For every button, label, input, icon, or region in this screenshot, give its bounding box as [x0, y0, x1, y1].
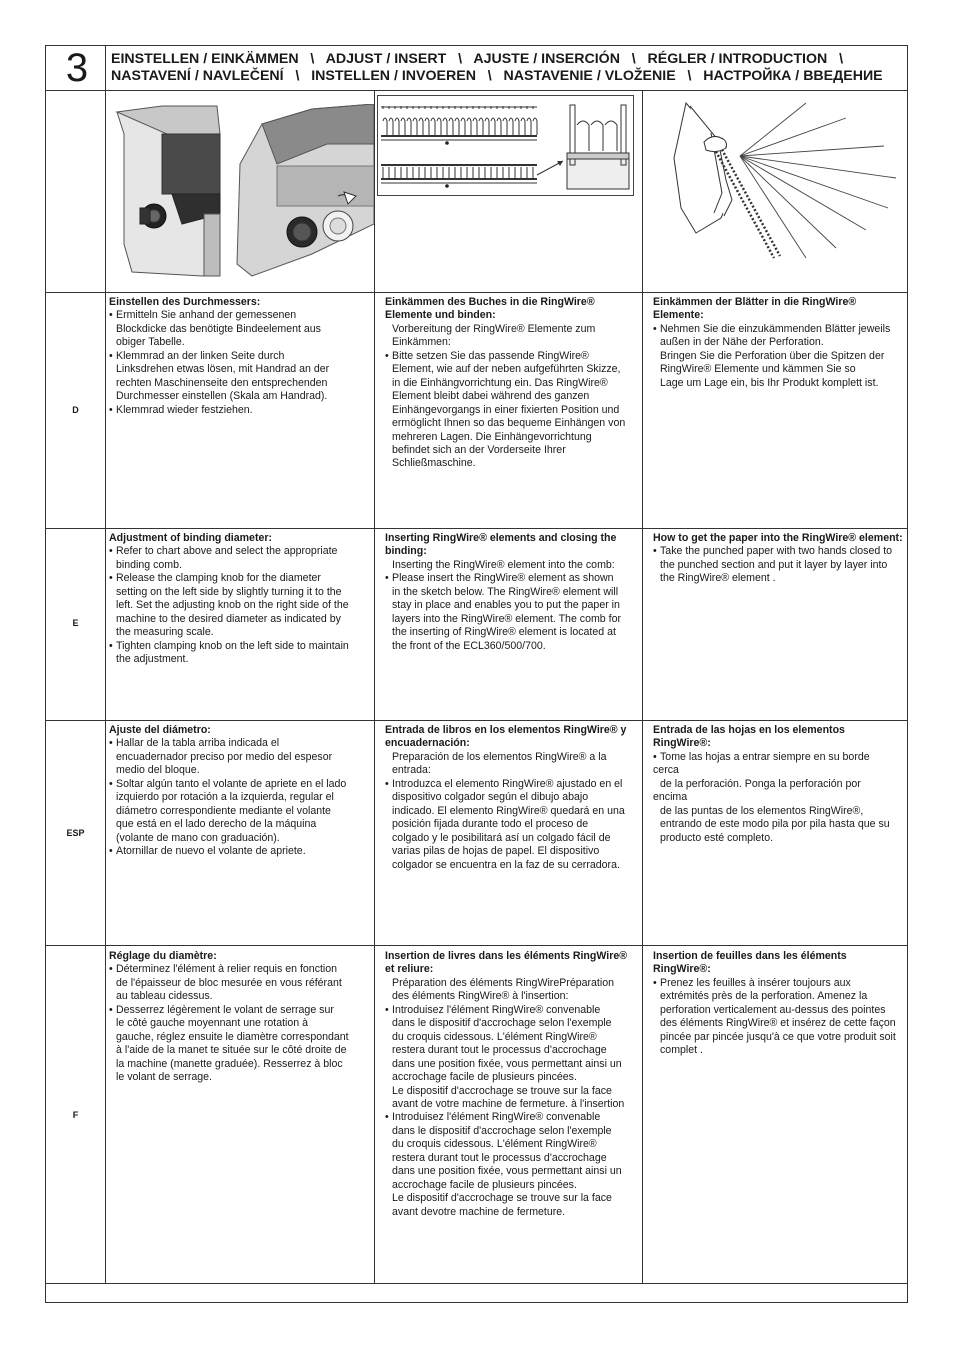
text-line: de la perforación. Ponga la perforación por [660, 777, 861, 790]
instruction-sheet [45, 45, 908, 1303]
text-line: (volante de mano con graduación). [116, 831, 280, 844]
text-line: extrémités près de la perforation. Amenez la [660, 990, 868, 1003]
text-line: left. Set the adjusting knob on the right side of the [116, 599, 349, 612]
lang-label-e: E [72, 618, 79, 628]
cell-heading: How to get the paper into the RingWire® element: [653, 532, 903, 544]
cell-heading: Entrada de las hojas en los elementos RingWire®: [653, 724, 845, 750]
cell-heading: Adjustment of binding diameter: [109, 532, 273, 544]
text-line: befindet sich an der Vorderseite Ihrer [392, 443, 566, 456]
cell-text-list [109, 309, 373, 417]
text-line: restera durant tout le processus d'accrochage [392, 1151, 607, 1164]
text-line: dans une position fixée, vous permettant ainsi un [392, 1057, 622, 1070]
text-line: in die Einhängvorrichtung ein. Das RingWire® [392, 376, 608, 389]
text-line: Lage um Lage ein, bis Ihr Produkt komplett ist. [660, 376, 879, 389]
cell-text-list [385, 559, 635, 653]
text-line: posición fijada durante todo el proceso de [392, 818, 589, 831]
grid-line [46, 90, 907, 91]
cell-text-list [109, 545, 373, 666]
text-line: perforation verticalement au-dessus des pointes [660, 1003, 886, 1016]
machine-side-view [117, 106, 220, 276]
text-line: des éléments RingWire® et insérez de cette façon [660, 1017, 896, 1030]
text-line: mehreren Lagen. Die Einhängevorrichtung [392, 430, 592, 443]
bullet-item: • Bitte setzen Sie das passende RingWire® [385, 350, 635, 363]
grid-line [105, 90, 106, 1283]
text-line: colgado y le posibilitará así un colgado fácil de [392, 831, 611, 844]
grid-line [105, 46, 106, 90]
text-line: complet . [660, 1044, 703, 1057]
text-line: Element bleibt dabei während des ganzen [392, 390, 590, 403]
text-line: the adjustment. [116, 653, 189, 666]
lang-label-esp: ESP [66, 828, 85, 838]
guide-line [740, 146, 884, 156]
guide-line [740, 156, 888, 208]
cell-text-list [109, 737, 373, 858]
cell-text-list [653, 323, 905, 390]
text-cell [385, 724, 635, 872]
guide-line [740, 118, 846, 156]
bullet-item: • Atornillar de nuevo el volante de apriete. [109, 845, 373, 858]
text-line: obiger Tabelle. [116, 336, 185, 349]
grid-line [46, 292, 907, 293]
machine-knob-illustration [112, 104, 374, 284]
cell-text-list [653, 545, 905, 585]
text-line: colgador se encuentra en la faz de su cerradora. [392, 858, 620, 871]
cell-heading: Insertion de livres dans les éléments RingWire® et reliure: [385, 950, 628, 976]
text-cell [653, 532, 905, 586]
text-line: Inserting the RingWire® element into the comb: [392, 558, 615, 571]
text-line: Schließmaschine. [392, 457, 476, 470]
text-line: Einhängevorgangs in einer fixierten Position und [392, 403, 620, 416]
text-line: avant devotre machine de fermeture. [392, 1205, 566, 1218]
text-line: la machine (manette graduée). Resserrez à bloc [116, 1057, 343, 1070]
machine-detail-view [237, 104, 374, 276]
text-line: RingWire® Elemente und kämmen Sie so [660, 363, 856, 376]
text-line: setting on the left side by slightly turning it to the [116, 585, 342, 598]
text-line: accrochage facile de plusieurs pincées. [392, 1071, 577, 1084]
bullet-item: • Prenez les feuilles à insérer toujours aux [653, 977, 905, 990]
bullet-item: • Hallar de la tabla arriba indicada el [109, 737, 373, 750]
guide-line [740, 156, 866, 230]
text-cell [109, 724, 373, 859]
text-line: Le dispositif d'accrochage se trouve sur la face [392, 1084, 612, 1097]
cell-heading: Réglage du diamètre: [109, 950, 217, 962]
text-cell [653, 296, 905, 390]
bullet-item: • Please insert the RingWire® element as shown [385, 572, 635, 585]
text-line: ermöglicht Ihnen so das bequeme Einhängen von [392, 417, 626, 430]
cell-text-list [653, 977, 905, 1058]
bullet-item: • Introduisez l'élément RingWire® convenable [385, 1004, 635, 1017]
text-line: izquierdo por rotación a la izquierda, regular el [116, 791, 334, 804]
bullet-item: • Take the punched paper with two hands closed to [653, 545, 905, 558]
text-line: cerca [653, 764, 679, 777]
grid-line [374, 90, 375, 1283]
text-cell [385, 950, 635, 1219]
cell-heading: Inserting RingWire® elements and closing the binding: [385, 532, 617, 558]
text-cell [653, 724, 905, 845]
comb-insertion-illustration [377, 95, 637, 197]
text-line: layers into the RingWire® element. The comb for [392, 612, 621, 625]
text-line: le volant de serrage. [116, 1071, 212, 1084]
bullet-item: • Tighten clamping knob on the left side to maintain [109, 640, 373, 653]
comb-pin [445, 141, 449, 145]
text-line: avant de votre machine de fermeture. à l'insertion [392, 1097, 625, 1110]
text-line: dans le dispositif d'accrochage selon l'exemple [392, 1017, 612, 1030]
text-line: the punched section and put it layer by layer into [660, 558, 888, 571]
bullet-item: • Introduisez l'élément RingWire® convenable [385, 1111, 635, 1124]
bullet-item: • Tome las hojas a entrar siempre en su borde [653, 751, 905, 764]
text-line: in the sketch below. The RingWire® element will [392, 585, 619, 598]
section-title-line-1: EINSTELLEN / EINKÄMMEN \ ADJUST / INSERT \ AJUSTE / INSERCIÓN \ RÉGLER / INTRODUCTION \ [111, 51, 844, 67]
text-line: des éléments RingWire® à l'insertion: [392, 990, 569, 1003]
bullet-item: • Nehmen Sie die einzukämmenden Blätter jeweils [653, 323, 905, 336]
text-line: restera durant tout le processus d'accrochage [392, 1044, 607, 1057]
text-line: binding comb. [116, 558, 182, 571]
text-line: accrochage facile de plusieurs pincées. [392, 1178, 577, 1191]
text-line: außen in der Nähe der Perforation. [660, 336, 824, 349]
bullet-item: • Refer to chart above and select the appropriate [109, 545, 373, 558]
text-line: Durchmesser einstellen (Skala am Handrad). [116, 390, 328, 403]
text-line: machine to the desired diameter as indicated by [116, 612, 341, 625]
guide-line [740, 103, 806, 156]
text-line: Préparation des éléments RingWirePréparation [392, 976, 614, 989]
text-line: Einkämmen: [392, 336, 451, 349]
text-line: the RingWire® element . [660, 572, 776, 585]
bullet-item: • Klemmrad wieder festziehen. [109, 404, 373, 417]
text-line: varias pilas de hojas de papel. El dispositivo [392, 845, 600, 858]
lang-label-d: D [72, 405, 79, 415]
guide-line [740, 156, 836, 248]
bullet-item: • Klemmrad an der linken Seite durch [109, 350, 373, 363]
text-line: encima [653, 791, 688, 804]
text-line: à l'aide de la manet te située sur le côté droite de [116, 1044, 347, 1057]
bullet-item: • Introduzca el elemento RingWire® ajustado en el [385, 778, 635, 791]
cell-text-list [385, 323, 635, 471]
text-line: Element, wie auf der neben aufgeführten Skizze, [392, 363, 621, 376]
text-cell [385, 532, 635, 653]
text-line: entrando de este modo pila por pila hasta que su [660, 818, 890, 831]
text-line: diámetro correspondiente mediante el volante [116, 804, 331, 817]
cell-text-list [385, 751, 635, 872]
text-line: Vorbereitung der RingWire® Elemente zum [392, 322, 596, 335]
comb-pin [445, 184, 449, 188]
text-line: indicado. El elemento RingWire® quedará en una [392, 804, 625, 817]
text-line: Bringen Sie die Perforation über die Spitzen der [660, 349, 885, 362]
text-line: producto esté completo. [660, 831, 774, 844]
grid-line [46, 528, 907, 529]
cell-heading: Insertion de feuilles dans les éléments RingWire®: [653, 950, 847, 976]
text-cell [109, 950, 373, 1085]
cell-heading: Einkämmen der Blätter in die RingWire® Elemente: [653, 296, 857, 322]
text-line: du croquis cidessous. L'élément RingWire® [392, 1030, 597, 1043]
text-line: au tableau cidessus. [116, 990, 213, 1003]
hand-grip [704, 136, 727, 151]
text-line: encuadernador preciso por medio del espesor [116, 750, 333, 763]
bullet-item: • Déterminez l'élément à relier requis en fonction [109, 963, 373, 976]
bullet-item: • Release the clamping knob for the diameter [109, 572, 373, 585]
text-cell [109, 296, 373, 417]
bullet-item: • Ermitteln Sie anhand der gemessenen [109, 309, 373, 322]
bullet-item: • Soltar algún tanto el volante de apriete en el lado [109, 778, 373, 791]
lang-label-f: F [72, 1110, 79, 1120]
paper-stack [674, 103, 732, 233]
grid-line [46, 720, 907, 721]
text-line: rechten Maschinenseite den entsprechenden [116, 376, 328, 389]
text-line: Le dispositif d'accrochage se trouve sur la face [392, 1192, 612, 1205]
text-line: the measuring scale. [116, 626, 214, 639]
section-title [111, 51, 901, 85]
cell-text-list [653, 751, 905, 845]
cell-heading: Entrada de libros en los elementos RingWire® y encuadernación: [385, 724, 627, 750]
cell-text-list [385, 977, 635, 1219]
text-line: du croquis cidessous. L'élément RingWire® [392, 1138, 597, 1151]
guide-lines [740, 103, 896, 258]
text-line: Preparación de los elementos RingWire® a la [392, 750, 607, 763]
guide-line [740, 156, 806, 258]
bullet-item: • Desserrez légèrement le volant de serrage sur [109, 1004, 373, 1017]
text-line: entrada: [392, 764, 431, 777]
text-line: de l'épaisseur de bloc mesurée en vous référant [116, 976, 342, 989]
guide-line [740, 156, 896, 178]
text-line: que está en el lado derecho de la máquina [116, 818, 317, 831]
text-line: the inserting of RingWire® element is located at [392, 626, 616, 639]
text-line: medio del bloque. [116, 764, 200, 777]
text-line: dans une position fixée, vous permettant ainsi un [392, 1165, 622, 1178]
step-number: 3 [65, 46, 89, 90]
text-cell [385, 296, 635, 471]
text-cell [653, 950, 905, 1058]
text-line: stay in place and enables you to put the paper in [392, 599, 620, 612]
grid-line [642, 90, 643, 1283]
text-line: de las puntas de los elementos RingWire®, [660, 804, 864, 817]
text-line: the front of the ECL360/500/700. [392, 639, 546, 652]
cell-heading: Einstellen des Durchmessers: [109, 296, 261, 308]
cell-text-list [109, 963, 373, 1084]
cell-heading: Ajuste del diámetro: [109, 724, 211, 736]
grid-line [46, 1283, 907, 1284]
text-line: gauche, réglez ensuite le diamètre correspondant [116, 1030, 349, 1043]
text-line: pincée par pincée jusqu'à ce que votre produit soit [660, 1030, 896, 1043]
paper-insert-illustration [656, 98, 906, 263]
section-title-line-2: NASTAVENÍ / NAVLEČENÍ \ INSTELLEN / INVOEREN \ NASTAVENIE / VLOŽENIE \ НАСТРОЙКА / ВВЕДЕНИЕ [111, 68, 883, 84]
grid-line [46, 945, 907, 946]
text-line: dispositivo colgador según el dibujo abajo [392, 791, 589, 804]
cell-heading: Einkämmen des Buches in die RingWire® Elemente und binden: [385, 296, 595, 322]
text-line: Blockdicke das benötigte Bindeelement aus [116, 322, 321, 335]
text-line: Linksdrehen etwas lösen, mit Handrad an der [116, 363, 330, 376]
text-line: dans le dispositif d'accrochage selon l'exemple [392, 1124, 612, 1137]
text-cell [109, 532, 373, 667]
text-line: le côté gauche moyennant une rotation à [116, 1017, 309, 1030]
